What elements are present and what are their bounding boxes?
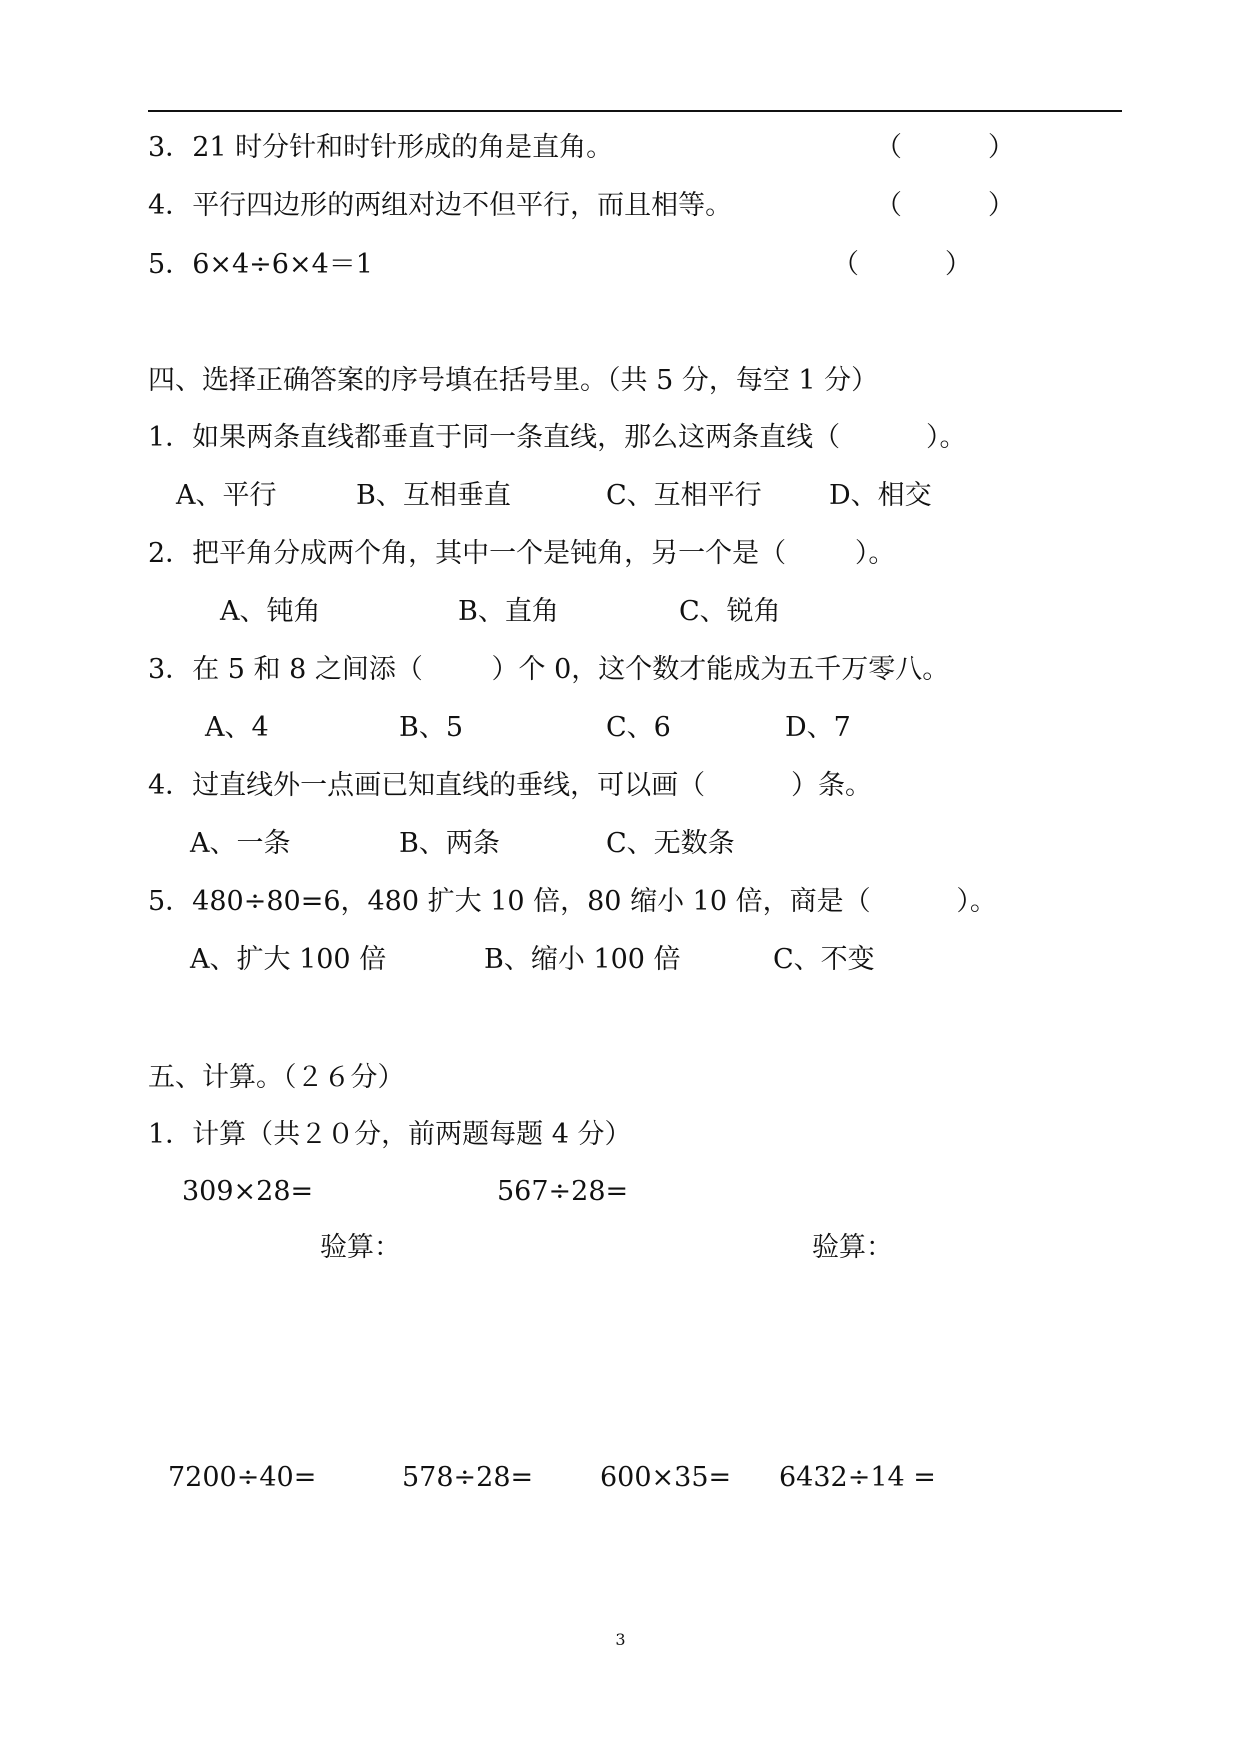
judge-item-5-answer-blank: （ ） [832, 249, 972, 280]
check-label-2: 验算： [812, 1232, 893, 1263]
calc-7200div40: 7200÷40= [168, 1462, 317, 1493]
choice-q1-stem: 1．如果两条直线都垂直于同一条直线，那么这两条直线（ ）。 [148, 422, 967, 453]
check-label-1: 验算： [320, 1232, 401, 1263]
choice-q1-option-d: D、相交 [829, 480, 932, 511]
choice-q5-option-c: C、不变 [773, 944, 875, 975]
choice-q3-option-d: D、7 [785, 712, 851, 743]
calc-309x28: 309×28= [182, 1176, 314, 1207]
choice-q4-stem: 4．过直线外一点画已知直线的垂线，可以画（ ）条。 [148, 770, 873, 801]
section5-sub1: 1．计算（共２０分，前两题每题 4 分） [148, 1119, 632, 1150]
choice-q4-option-b: B、两条 [399, 828, 500, 859]
choice-q3-stem: 3．在 5 和 8 之间添（ ）个 0，这个数才能成为五千万零八。 [148, 654, 950, 685]
section4-title: 四、选择正确答案的序号填在括号里。（共 5 分，每空 1 分） [148, 365, 879, 396]
choice-q1-option-b: B、互相垂直 [356, 480, 511, 511]
calc-567div28: 567÷28= [497, 1176, 629, 1207]
calc-578div28: 578÷28= [402, 1462, 534, 1493]
choice-q1-option-c: C、互相平行 [606, 480, 762, 511]
page-number: 3 [615, 1630, 626, 1649]
header-rule [148, 110, 1122, 112]
judge-item-3-answer-blank: （ ） [875, 132, 1015, 163]
judge-item-3: 3．21 时分针和时针形成的角是直角。 [148, 132, 614, 163]
calc-600x35: 600×35= [600, 1462, 732, 1493]
section5-title: 五、计算。（２６分） [148, 1062, 405, 1093]
choice-q5-option-b: B、缩小 100 倍 [484, 944, 681, 975]
choice-q2-option-b: B、直角 [458, 596, 559, 627]
choice-q4-option-c: C、无数条 [606, 828, 735, 859]
calc-6432div14: 6432÷14 = [779, 1462, 936, 1493]
judge-item-5: 5．6×4÷6×4＝1 [148, 249, 373, 280]
choice-q5-stem: 5．480÷80=6，480 扩大 10 倍，80 缩小 10 倍，商是（ ）。 [148, 886, 997, 917]
judge-item-4-answer-blank: （ ） [875, 190, 1015, 221]
choice-q1-option-a: A、平行 [176, 480, 277, 511]
choice-q3-option-a: A、4 [205, 712, 269, 743]
choice-q5-option-a: A、扩大 100 倍 [190, 944, 387, 975]
choice-q3-option-c: C、6 [606, 712, 671, 743]
choice-q3-option-b: B、5 [399, 712, 464, 743]
judge-item-4: 4．平行四边形的两组对边不但平行，而且相等。 [148, 190, 733, 221]
choice-q2-option-c: C、锐角 [679, 596, 781, 627]
choice-q2-option-a: A、钝角 [220, 596, 321, 627]
choice-q2-stem: 2．把平角分成两个角，其中一个是钝角，另一个是（ ）。 [148, 538, 896, 569]
choice-q4-option-a: A、一条 [190, 828, 291, 859]
